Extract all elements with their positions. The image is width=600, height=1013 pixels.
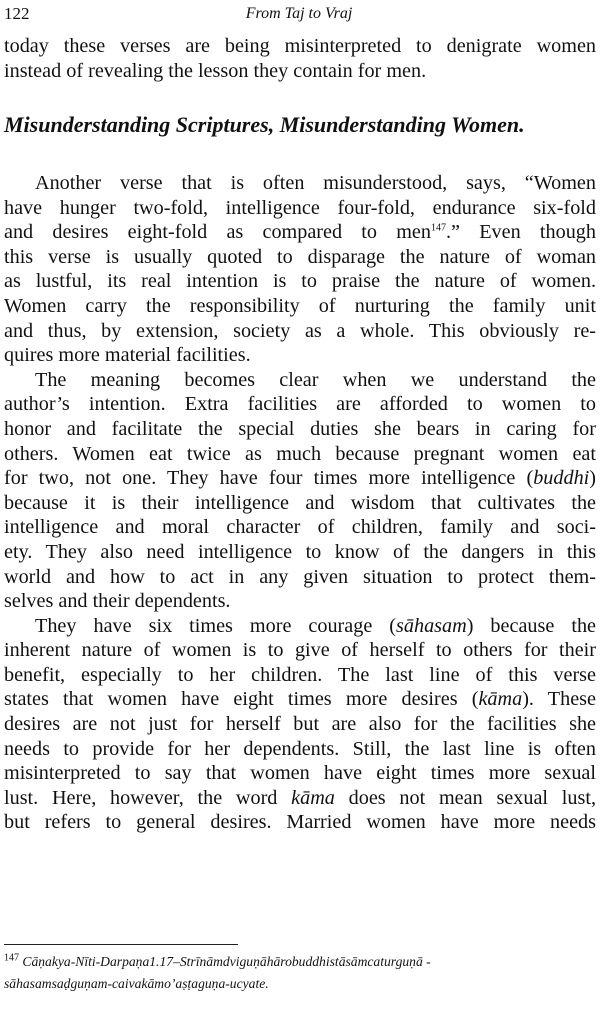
footnote-number: 147 [4,952,19,964]
text-line: lust. Here, however, the word kāma does not mean sexual lust, [4,786,596,809]
text-line: Another verse that is often misunderstood, says, “Women [35,172,596,194]
text-line: ety. They also need intelligence to know of the dangers in this [4,540,596,563]
text-line: states that women have eight times more desires (kāma). These [4,688,596,711]
text-line: have hunger two-fold, intelligence four-fold, endurance six-fold [4,196,596,219]
body-text [4,171,596,835]
section-heading: Misunderstanding Scriptures, Misunderstanding Women. [4,112,525,137]
footnote [4,951,596,995]
page-number: 122 [4,4,30,23]
text-line: honor and facilitate the special duties she bears in caring for [4,417,596,440]
text-line: They have six times more courage (sāhasam) because the [35,614,596,637]
text-line: as lustful, its real intention is to praise the nature of women. [4,270,596,293]
text-line: needs to provide for her dependents. Still, the last line is often [4,737,596,760]
text-line: author’s intention. Extra facilities are afforded to women to [4,393,596,416]
footnote-line: sāhasamsaḍguṇam-caivakāmo’aṣṭaguṇa-ucyate. [4,976,269,991]
text-line: quires more material facilities. [4,344,251,367]
text-line: Women carry the responsibility of nurturing the family unit [4,294,596,317]
text-line: others. Women eat twice as much because pregnant women eat [4,442,596,465]
text-line: and desires eight-fold as compared to men$^{147}$.” Even though [4,221,596,244]
intro-paragraph [4,34,596,83]
text-line: because it is their intelligence and wisdom that cultivates the [4,491,596,514]
text-line: misinterpreted to say that women have eight times more sexual [4,762,596,785]
text-line: intelligence and moral character of children, family and soci- [4,516,596,539]
text-line: benefit, especially to her children. The last line of this verse [4,663,596,686]
text-line: this verse is usually quoted to disparage the nature of woman [4,245,596,268]
page-header [4,4,594,28]
text-line: today these verses are being misinterpreted to denigrate women [4,35,596,57]
footnote-divider [4,944,238,945]
text-line: The meaning becomes clear when we understand the [35,368,596,391]
footnote-ref: 147 [430,222,446,234]
text-line: desires are not just for herself but are also for the facilities she [4,713,596,736]
text-line: world and how to act in any given situation to protect them- [4,565,596,588]
text-line: and thus, by extension, society as a whole. This obviously re- [4,319,596,342]
text-line: for two, not one. They have four times more intelligence (buddhi) [4,467,596,490]
footnote-line: $^{147}$ Cāṇakya-Nīti-Darpaṇa1.17–Strīnāmdviguṇāhārobuddhistāsāmcaturguṇā - [4,952,431,969]
running-head: From Taj to Vraj [245,5,353,22]
text-line: selves and their dependents. [4,590,231,613]
text-line: instead of revealing the lesson they contain for men. [4,59,427,82]
text-line: inherent nature of women is to give of herself to others for their [4,639,596,662]
text-line: but refers to general desires. Married women have more needs [4,811,596,834]
